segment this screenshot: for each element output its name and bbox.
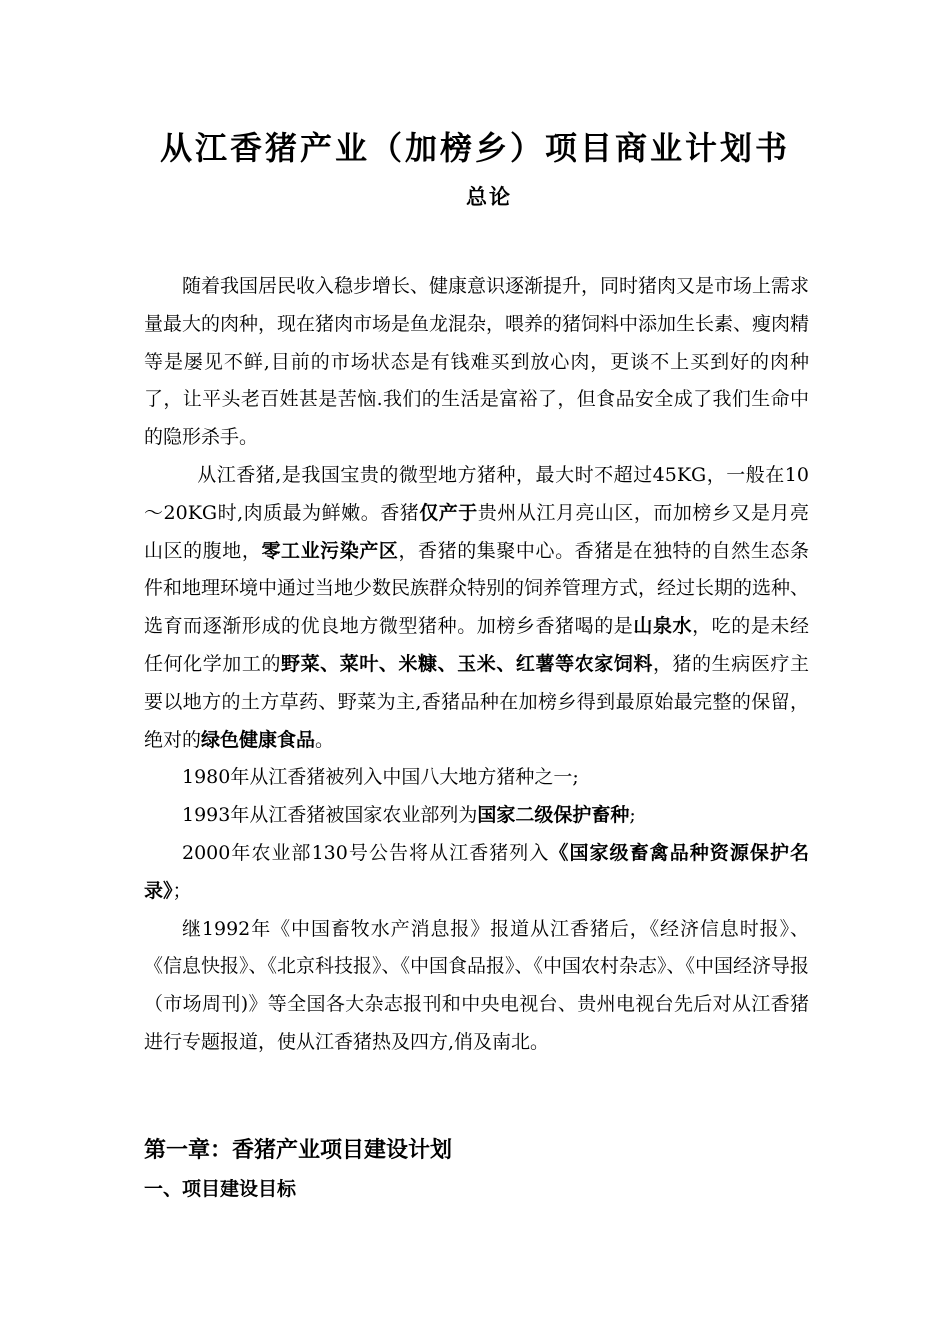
bold-text: 《国家级畜禽品种资源保护名录》	[144, 841, 809, 902]
text-segment: 1993年从江香猪被国家农业部列为	[182, 804, 478, 827]
paragraph-congjiang-pig	[144, 457, 809, 759]
document-subtitle: 总论	[466, 185, 512, 209]
text-segment: ，猪的生病医疗主要以地方的土方草药、野菜为主,香猪品种在加榜乡得到最原始最完整的保留，绝对的	[144, 652, 809, 751]
section-heading: 一、项目建设目标	[144, 1178, 297, 1200]
text-segment: ，香猪的集聚中心。香猪是在独特的自然生态条件和地理环境中通过当地少数民族群众特别的饲养管理方式，经过长期的选种、选育而逐渐形成的优良地方微型猪种。加榜乡香猪喝的是	[144, 539, 810, 638]
text-segment: ;	[629, 804, 636, 827]
bold-text: 野菜、菜叶、米糠、玉米、红薯等农家饲料	[281, 652, 653, 675]
bold-text: 绿色健康食品	[201, 728, 316, 751]
bold-text: 零工业污染产区	[261, 539, 399, 562]
text-segment: 从江香猪,是我国宝贵的微型地方猪种，最大时不超过45KG，一般在10～20KG时,肉质最为鲜嫩。香猪	[144, 463, 809, 524]
bold-text: 山泉水	[633, 615, 693, 638]
text-segment: ；	[172, 879, 192, 902]
bold-text: 国家二级保护畜种	[477, 804, 630, 827]
paragraph-1993	[144, 797, 809, 835]
paragraph-2000	[144, 835, 809, 911]
text-segment: 贵州从江月亮山区，而加榜乡又是月亮山区的腹地，	[144, 501, 809, 562]
text-segment: 2000年农业部130号公告将从江香猪列入	[182, 841, 550, 864]
paragraph-media: 继1992年《中国畜牧水产消息报》报道从江香猪后，《经济信息时报》、《信息快报》、《北京科技报》、《中国食品报》、《中国农村杂志》、《中国经济导报（市场周刊)》等全国各大杂志报刊和中央电视台、贵州电视台先后对从江香猪进行专题报道，使从江香猪热及四方,俏及南北。	[144, 917, 810, 1053]
bold-text: 仅产于	[419, 501, 478, 524]
document-title: 从江香猪产业（加榜乡）项目商业计划书	[159, 129, 790, 167]
paragraph-1980: 1980年从江香猪被列入中国八大地方猪种之一;	[182, 766, 579, 789]
paragraph-intro: 随着我国居民收入稳步增长、健康意识逐渐提升，同时猪肉又是市场上需求量最大的肉种，现在猪肉市场是鱼龙混杂，喂养的猪饲料中添加生长素、瘦肉精等是屡见不鲜,目前的市场状态是有钱难买到放心肉，更谈不上买到好的肉种了，让平头老百姓甚是苦恼.我们的生活是富裕了，但食品安全成了我们生命中的隐形杀手。	[144, 275, 810, 449]
text-segment: ，吃的是未经任何化学加工的	[144, 615, 809, 675]
chapter-heading: 第一章：香猪产业项目建设计划	[144, 1138, 453, 1163]
text-segment: 。	[315, 728, 335, 751]
document-body	[144, 268, 809, 1062]
